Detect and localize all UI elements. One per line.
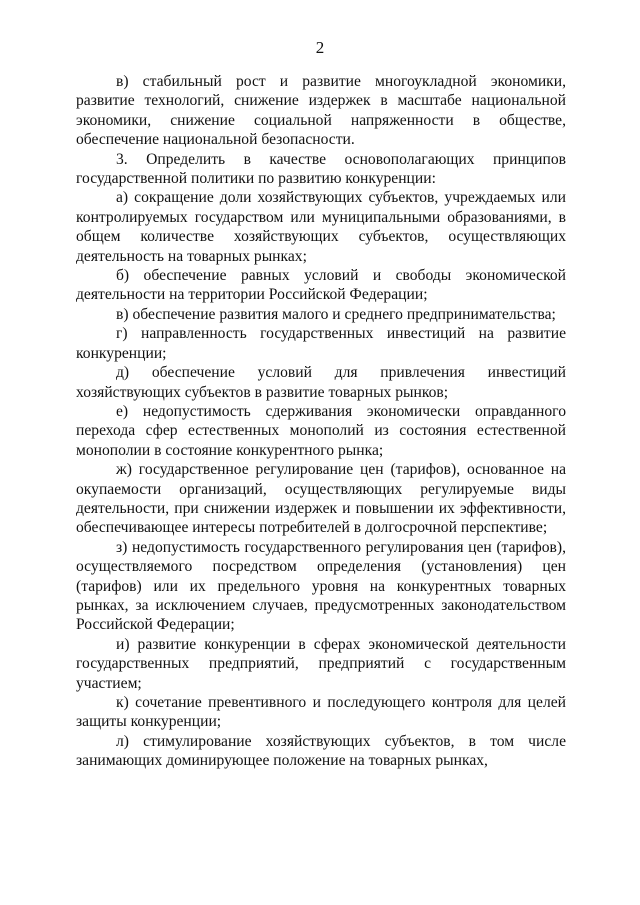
document-body bbox=[76, 72, 566, 771]
paragraph-v-small-business: в) обеспечение развития малого и среднего предпринимательства; bbox=[116, 305, 556, 323]
paragraph-l-stimulation: л) стимулирование хозяйствующих субъектов, в том числе занимающих доминирующее положение на товарных рынках, bbox=[76, 732, 566, 770]
paragraph-i-state-enterprises: и) развитие конкуренции в сферах экономической деятельности государственных предприятий, предприятий с государственным участием; bbox=[76, 635, 566, 692]
paragraph-3-principles-intro: 3. Определить в качестве основополагающих принципов государственной политики по развитию конкуренции: bbox=[76, 150, 566, 188]
paragraph-zh-tariff-regulation: ж) государственное регулирование цен (тарифов), основанное на окупаемости организаций, осуществляющих регулируемые виды деятельности, при снижении издержек и повышении их эффективности, обеспечивающее интересы потребителей в долгосрочной перспективе; bbox=[76, 461, 566, 537]
page-number: 2 bbox=[315, 38, 325, 57]
paragraph-a-state-share-reduction: а) сокращение доли хозяйствующих субъектов, учреждаемых или контролируемых государством или муниципальными образованиями, в общем количестве хозяйствующих субъектов, осуществляющих деятельность на товарных рынках; bbox=[76, 189, 566, 265]
paragraph-z-price-regulation-ban: з) недопустимость государственного регулирования цен (тарифов), осуществляемого посредством определения (установления) цен (тарифов) или их предельного уровня на конкурентных товарных рынках, за исключением случаев, предусмотренных законодательством Российской Федерации; bbox=[76, 538, 566, 634]
paragraph-k-control-combination: к) сочетание превентивного и последующего контроля для целей защиты конкуренции; bbox=[76, 694, 566, 731]
paragraph-e-natural-monopolies: е) недопустимость сдерживания экономически оправданного перехода сфер естественных монополий из состояния естественной монополии в состояние конкурентного рынка; bbox=[76, 402, 566, 459]
paragraph-b-equal-conditions: б) обеспечение равных условий и свободы экономической деятельности на территории Российской Федерации; bbox=[76, 267, 566, 304]
paragraph-v-economic-growth: в) стабильный рост и развитие многоукладной экономики, развитие технологий, снижение издержек в масштабе национальной экономики, снижение социальной напряженности в обществе, обеспечение национальной безопасности. bbox=[76, 73, 566, 149]
paragraph-g-state-investment: г) направленность государственных инвестиций на развитие конкуренции; bbox=[76, 325, 566, 362]
paragraph-d-investment-conditions: д) обеспечение условий для привлечения инвестиций хозяйствующих субъектов в развитие товарных рынков; bbox=[76, 364, 566, 401]
